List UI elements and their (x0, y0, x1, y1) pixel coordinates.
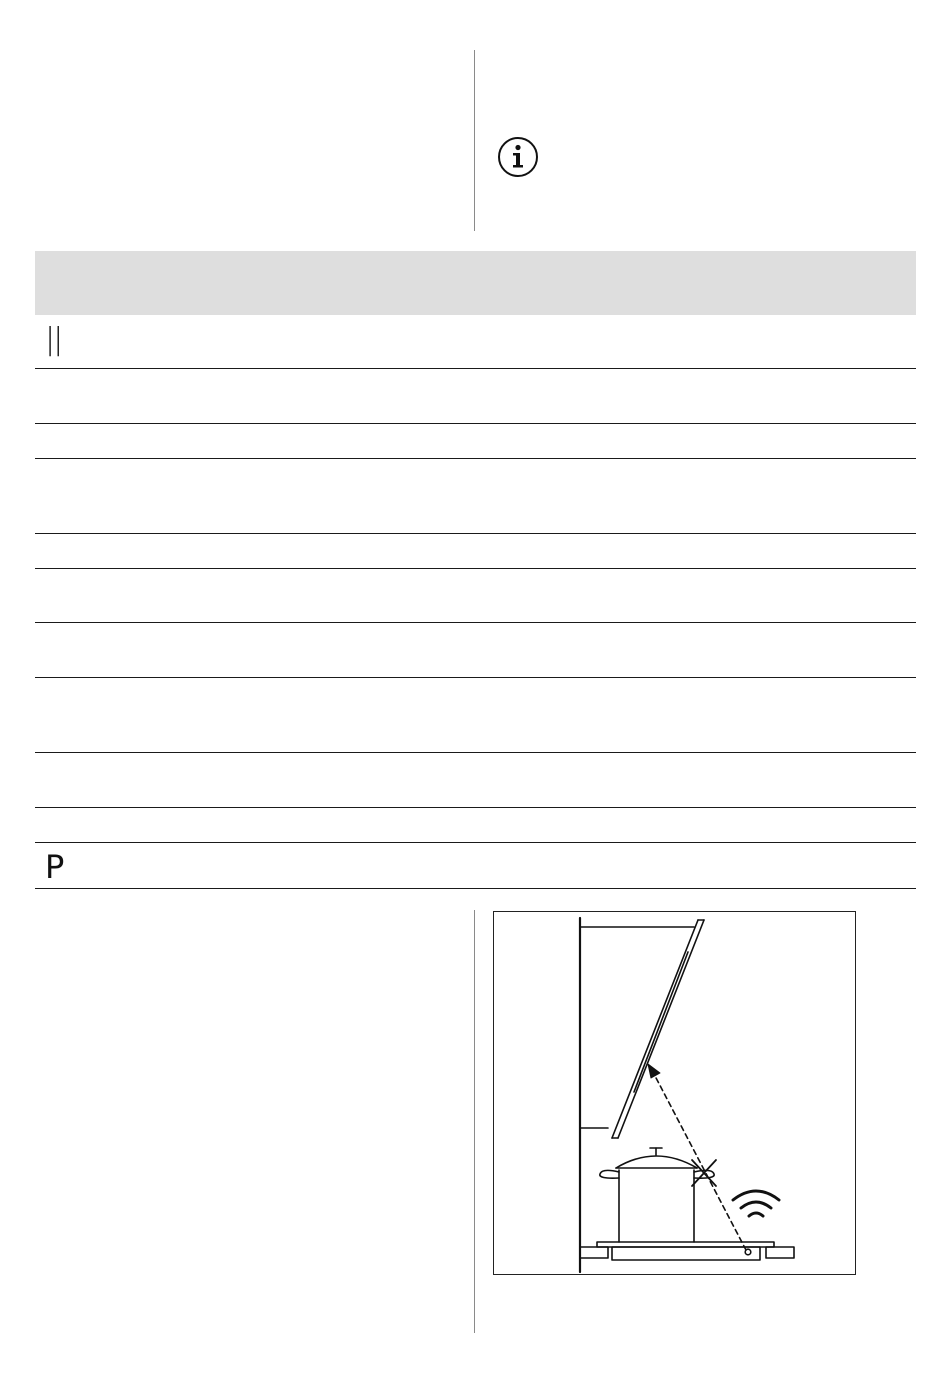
table-row (35, 678, 916, 752)
table-row (35, 534, 916, 568)
hob-sensor (745, 1249, 751, 1255)
info-icon (497, 136, 539, 178)
table-row (35, 808, 916, 842)
table-row (35, 753, 916, 807)
table-bottom-rule (35, 888, 916, 889)
signal-arrow-head (648, 1064, 660, 1078)
hood-panel (612, 920, 704, 1138)
table-row (35, 569, 916, 622)
table-row (35, 315, 916, 368)
hob-hood-illustration (493, 911, 856, 1275)
top-column-divider (474, 50, 475, 231)
table-row (35, 843, 916, 888)
table-row (35, 369, 916, 423)
bottom-column-divider (474, 910, 475, 1333)
pot (600, 1148, 714, 1242)
pause-symbol: || (45, 322, 62, 357)
signal-path (654, 1074, 746, 1250)
table-header (35, 251, 916, 315)
wireless-signal-icon (733, 1191, 779, 1216)
table-row (35, 459, 916, 533)
table-row (35, 424, 916, 458)
blocked-signal-cross (692, 1160, 716, 1186)
table-row (35, 623, 916, 677)
power-boost-symbol: P (45, 848, 65, 886)
illustration-svg (494, 912, 855, 1274)
hob-surface (580, 1242, 794, 1260)
